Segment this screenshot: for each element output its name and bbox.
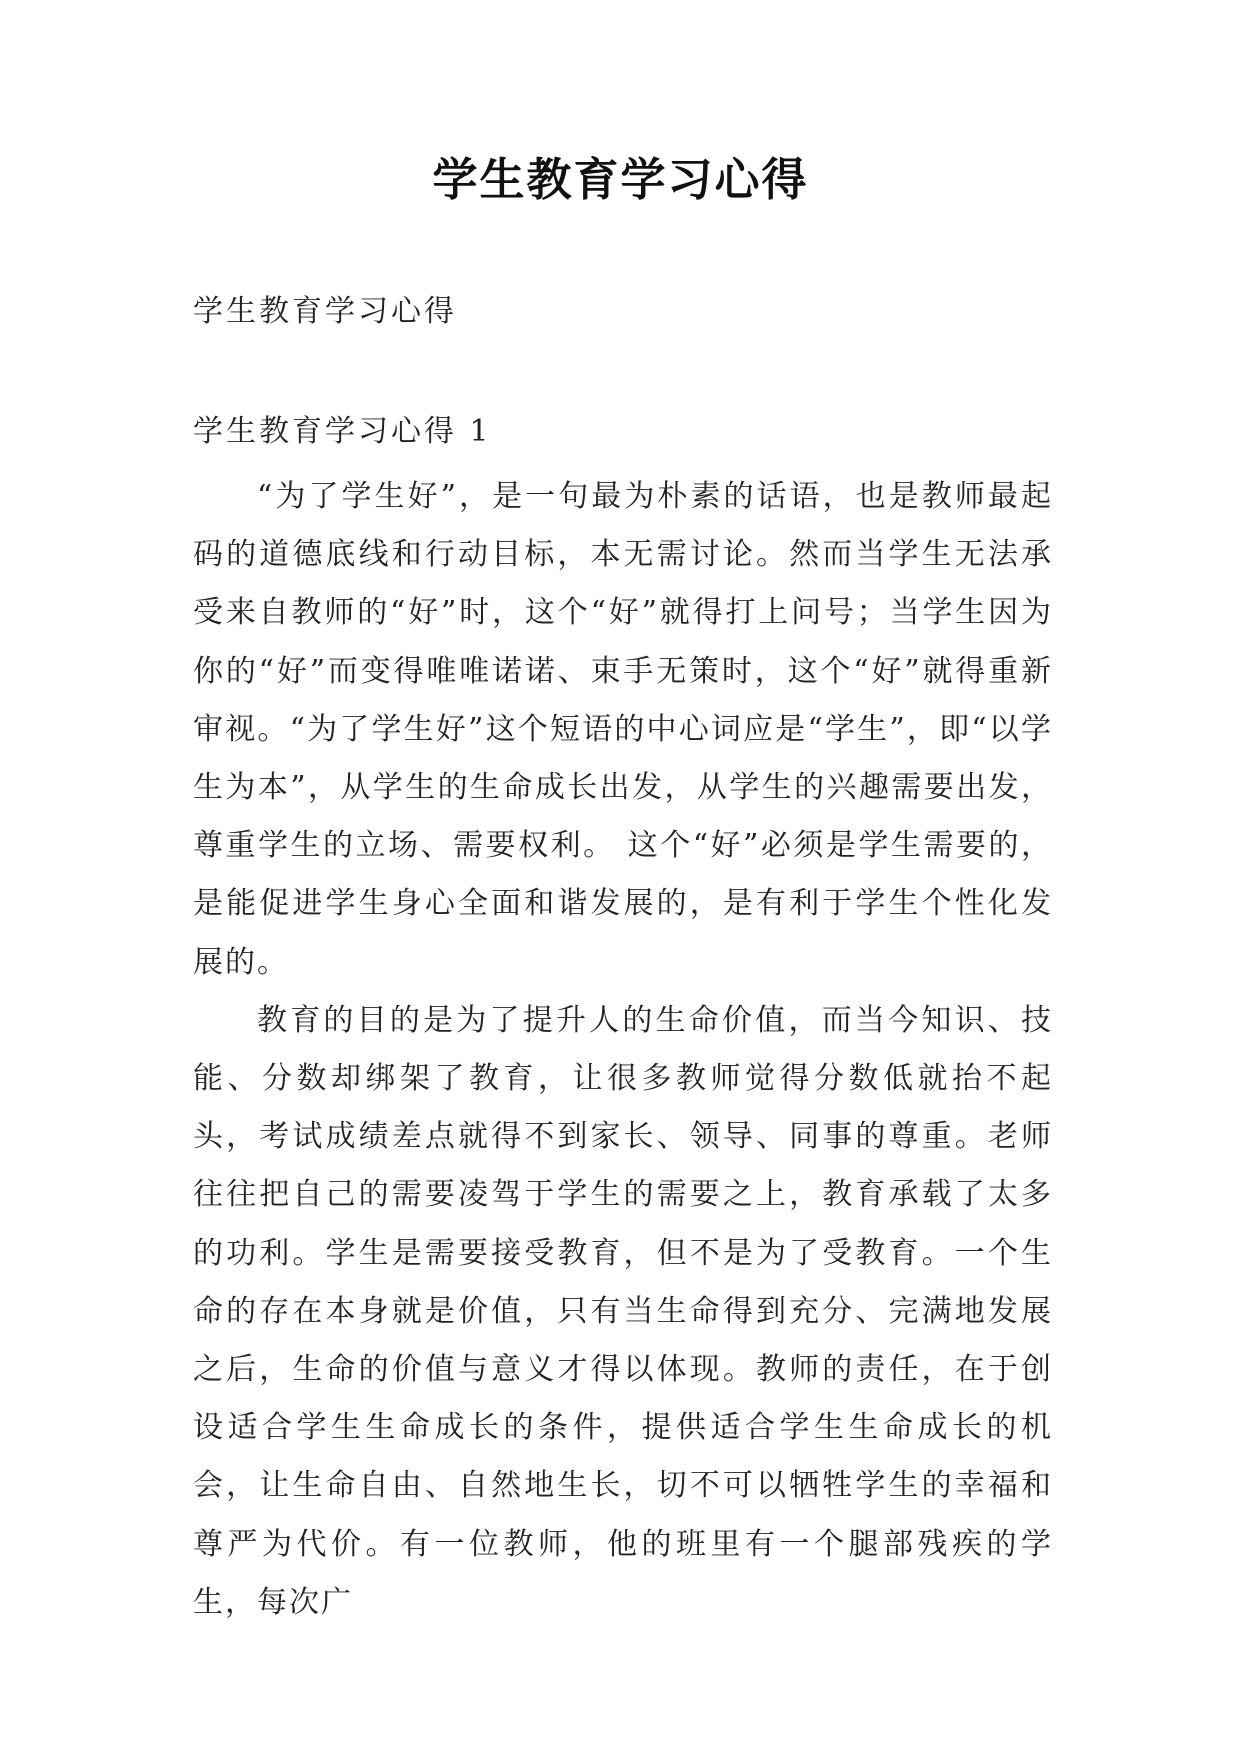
body-paragraph: “为了学生好”，是一句最为朴素的话语，也是教师最起码的道德底线和行动目标，本无需讨论。然而当学生无法承受来自教师的“好”时，这个“好”就得打上问号；当学生因为你的“好”而变得唯唯诺诺、束手无策时，这个“好”就得重新审视。“为了学生好”这个短语的中心词应是“学生”，即“以学生为本”，从学生的生命成长出发，从学生的兴趣需要出发，尊重学生的立场、需要权利。 这个“好”必须是学生需要的，是能促进学生身心全面和谐发展的，是有利于学生个性化发展的。 bbox=[193, 479, 1053, 980]
body-paragraph: 教育的目的是为了提升人的生命价值，而当今知识、技能、分数却绑架了教育，让很多教师觉得分数低就抬不起头，考试成绩差点就得不到家长、领导、同事的尊重。老师往往把自己的需要凌驾于学生的需要之上，教育承载了太多的功利。学生是需要接受教育，但不是为了受教育。一个生命的存在本身就是价值，只有当生命得到充分、完满地发展之后，生命的价值与意义才得以体现。教师的责任，在于创设适合学生生命成长的条件，提供适合学生生命成长的机会，让生命自由、自然地生长，切不可以牺牲学生的幸福和尊严为代价。有一位教师，他的班里有一个腿部残疾的学生，每次广 bbox=[193, 1002, 1053, 1620]
section-heading: 学生教育学习心得 1 bbox=[193, 414, 492, 449]
document-subtitle: 学生教育学习心得 bbox=[193, 294, 457, 329]
document-body bbox=[193, 468, 1053, 1632]
document-title: 学生教育学习心得 bbox=[432, 153, 809, 206]
